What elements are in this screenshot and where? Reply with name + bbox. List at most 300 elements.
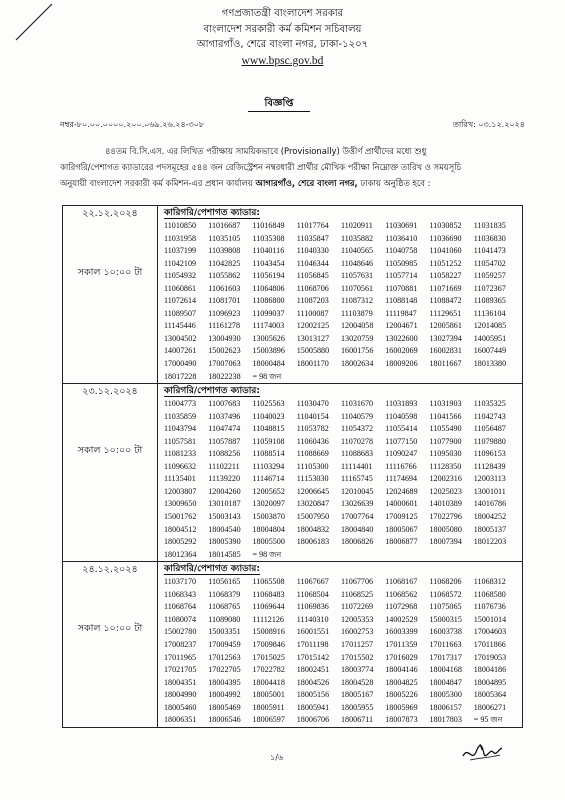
roll-number: 12004058 (341, 321, 374, 331)
roll-number-row (164, 639, 518, 652)
roll-number: 12010045 (341, 486, 374, 496)
roll-number: 17022796 (429, 512, 462, 522)
roll-number: 16002831 (429, 346, 462, 356)
roll-number: 11088669 (296, 449, 329, 459)
roll-number: 14000601 (385, 499, 418, 509)
roll-number: 11070881 (385, 283, 418, 293)
roll-number: 13020759 (341, 333, 374, 343)
roll-number: 18005911 (252, 702, 285, 712)
roll-number: 11088683 (341, 449, 374, 459)
roll-number-list (164, 397, 518, 561)
roll-number-row (164, 333, 518, 346)
roll-number: 11035859 (164, 411, 197, 421)
intro-line-1: ৪৪তম বি.সি.এস. এর লিখিত পরীক্ষায় সাময়িকভাবে (Provisionally) উত্তীর্ণ প্রার্থীদের মধ্যে শুধু (105, 146, 427, 156)
roll-number: 18022238 (208, 371, 241, 381)
roll-number-row (164, 308, 518, 321)
roll-number: 11056487 (473, 424, 506, 434)
roll-number: 13022600 (385, 333, 418, 343)
roll-number: 18004847 (429, 677, 462, 687)
interview-date: ২২.১২.২০২৪ (82, 208, 138, 219)
roll-number: 11067706 (341, 577, 374, 587)
roll-number-row (164, 258, 518, 271)
interview-time: সকাল ১০:০০ টা (77, 623, 143, 635)
roll-number: 11076736 (473, 602, 506, 612)
roll-number: 13020847 (296, 499, 330, 509)
roll-number: 11068504 (296, 589, 329, 599)
roll-number: 18005167 (341, 690, 374, 700)
roll-number-row (164, 677, 518, 690)
roll-number: 11140310 (296, 614, 329, 624)
roll-number: 17016029 (385, 652, 418, 662)
roll-number: 18006597 (252, 715, 285, 725)
roll-number-row (164, 714, 518, 727)
roll-number: 11081701 (208, 296, 241, 306)
roll-number: 13009650 (164, 499, 197, 509)
roll-number: 11100087 (296, 308, 329, 318)
roll-number: 17007764 (341, 512, 374, 522)
roll-number: 18005137 (473, 524, 507, 534)
roll-number: 11088472 (429, 296, 462, 306)
roll-number: 17007063 (208, 359, 241, 369)
roll-number-row (164, 270, 518, 283)
roll-number: 11087203 (296, 296, 329, 306)
roll-number-row (164, 233, 518, 246)
roll-number: 11020911 (341, 221, 373, 230)
roll-number: 18006183 (296, 537, 330, 547)
roll-number-row (164, 601, 518, 614)
roll-number: 18005300 (429, 690, 462, 700)
cadre-heading (164, 384, 518, 397)
roll-number: 11128439 (473, 461, 506, 471)
roll-number: 11057714 (385, 271, 418, 281)
roll-number: 11119847 (385, 308, 417, 318)
roll-number: 18017228 (164, 371, 197, 381)
roll-number: 18006711 (341, 715, 374, 725)
roll-number: 11048646 (341, 258, 374, 268)
roll-number: 17004603 (473, 627, 507, 637)
roll-number: 13013127 (296, 333, 330, 343)
roll-number: 11060436 (296, 436, 329, 446)
letterhead (0, 6, 565, 69)
roll-number: 18009206 (385, 359, 418, 369)
header-line-3: আগারগাঁও, শেরে বাংলা নগর, ঢাকা-১২০৭ (196, 39, 369, 50)
roll-number: 11096632 (164, 461, 197, 471)
roll-number: 18004252 (473, 512, 507, 522)
roll-number: 18005469 (208, 702, 241, 712)
roll-number: 18012203 (473, 537, 507, 547)
roll-number: 13001011 (473, 486, 506, 496)
roll-number: 11070278 (341, 436, 374, 446)
roll-number: 16007449 (473, 346, 507, 356)
roll-number: 15003351 (208, 627, 241, 637)
roll-number: 15005880 (296, 346, 330, 356)
roll-number: 18004528 (341, 677, 374, 687)
roll-number: 15000315 (429, 614, 462, 624)
roll-number: 11095030 (429, 449, 462, 459)
intro-line-3 (60, 175, 525, 191)
cadre-heading (164, 206, 518, 219)
roll-number-row (164, 524, 518, 537)
roll-number: 11040758 (385, 246, 418, 256)
roll-number: 18004992 (208, 690, 241, 700)
roll-number: 11135401 (164, 474, 196, 484)
roll-number: 18004168 (429, 665, 462, 675)
roll-number: 11061603 (208, 283, 241, 293)
roll-number: 13004930 (208, 333, 241, 343)
roll-number: 11036830 (473, 233, 506, 243)
intro-line-3b: ঢাকায় অনুষ্ঠিত হবে : (357, 178, 431, 188)
roll-number: 11031903 (429, 399, 462, 409)
roll-number: 12006645 (296, 486, 330, 496)
roll-number: 18005067 (385, 524, 418, 534)
roll-number: 16003738 (429, 627, 462, 637)
roll-number: 11161278 (208, 321, 241, 331)
roll-number: 11030852 (429, 221, 462, 230)
roll-number: 11054932 (164, 271, 197, 281)
roll-number: 13026639 (341, 499, 374, 509)
roll-number: 11116766 (385, 461, 417, 471)
roll-number: 11174003 (252, 321, 285, 331)
roll-number: 11072968 (385, 602, 418, 612)
intro-line-2: কারিগরি/পেশাগত ক্যাডারের পদসমূহের ৫৪৪ জন রেজিস্ট্রেশন নম্বরধারী প্রার্থীর মৌখিক পরীক্ষা নিম্নোক্ত তারিখ ও সময়সূচি (60, 162, 462, 172)
roll-number: 11146714 (252, 474, 285, 484)
roll-number: 11050985 (385, 258, 418, 268)
roll-number: 18004895 (473, 677, 507, 687)
roll-number: 12005861 (429, 321, 462, 331)
roll-number: 12002316 (429, 474, 462, 484)
roll-number: 14007261 (164, 346, 197, 356)
roll-number: 11068483 (252, 589, 285, 599)
roll-number: 18002451 (296, 665, 330, 675)
roll-number: 12002125 (296, 321, 330, 331)
header-line-1: গণপ্রজাতন্ত্রী বাংলাদেশ সরকার (221, 8, 344, 19)
roll-number: 11056845 (296, 271, 329, 281)
roll-number: 11088514 (252, 449, 285, 459)
roll-number-row (164, 473, 518, 486)
schedule-date-cell (63, 384, 158, 562)
roll-number: 17022705 (208, 665, 241, 675)
roll-number: 13020097 (252, 499, 285, 509)
roll-number: 15003143 (208, 512, 241, 522)
roll-number: 11068572 (429, 589, 462, 599)
cadre-heading-text: কারিগরি/পেশাগত ক্যাডার: (164, 208, 260, 218)
schedule-row (63, 562, 523, 728)
intro-venue: আগারগাঁও, শেরে বাংলা নগর, (255, 178, 358, 188)
roll-number: 18004418 (252, 677, 285, 687)
roll-number: 14005951 (473, 333, 507, 343)
cadre-heading (164, 562, 518, 575)
roll-number: 11039808 (208, 246, 241, 256)
roll-number: 12024689 (385, 486, 418, 496)
roll-number: 16002069 (385, 346, 418, 356)
roll-number: 18007394 (429, 537, 462, 547)
roll-number-row (164, 295, 518, 308)
roll-number-row (164, 626, 518, 639)
roll-number: 11047474 (208, 424, 241, 434)
roll-number: 11145446 (164, 321, 196, 331)
roll-number: 17011866 (473, 639, 506, 649)
roll-number: 18005500 (252, 537, 285, 547)
roll-number: 12025023 (429, 486, 462, 496)
roll-number: 18005226 (385, 690, 418, 700)
roll-number: 11048815 (252, 424, 285, 434)
roll-number: 18017803 (429, 715, 462, 725)
memo-number: নম্বর-৮০.০০.০০০০.২০০.০৬৯.২৬.২৪-৩০৮ (60, 120, 205, 129)
roll-number: 11031893 (385, 399, 418, 409)
roll-number-row (164, 411, 518, 424)
roll-number: 11004773 (164, 399, 197, 409)
roll-number: 11072269 (341, 602, 374, 612)
roll-number: 16002753 (341, 627, 374, 637)
roll-number: 11068379 (208, 589, 241, 599)
roll-number: 14016786 (473, 499, 507, 509)
roll-number: 11077150 (385, 436, 418, 446)
intro-paragraph (60, 143, 525, 191)
roll-number: 11068312 (473, 577, 506, 587)
roll-number: 11072614 (164, 296, 197, 306)
candidate-total: = 98 জন (252, 371, 282, 381)
roll-number: 12005353 (341, 614, 374, 624)
roll-number: 11089365 (473, 296, 506, 306)
roll-number: 16001756 (341, 346, 374, 356)
roll-number: 11099037 (252, 308, 285, 318)
roll-number: 17009846 (252, 639, 285, 649)
roll-number: 11031670 (341, 399, 374, 409)
roll-number: 17012563 (208, 652, 241, 662)
schedule-row (63, 384, 523, 562)
roll-number: 18005969 (385, 702, 418, 712)
schedule-date-cell (63, 206, 158, 384)
roll-number: 11035847 (296, 233, 329, 243)
roll-number: 11057631 (341, 271, 374, 281)
interview-date: ২৩.১২.২০২৪ (82, 386, 138, 398)
roll-number: 18005460 (164, 702, 197, 712)
roll-number: 11174694 (385, 474, 418, 484)
roll-number: 11102211 (208, 461, 240, 471)
roll-number: 11007683 (208, 399, 241, 409)
schedule-row (63, 206, 523, 384)
roll-number: 11041566 (429, 411, 462, 421)
roll-number: 11139220 (208, 474, 241, 484)
roll-number-list (164, 219, 518, 383)
roll-number: 11041060 (429, 246, 462, 256)
roll-number: 11040598 (385, 411, 418, 421)
roll-number: 17022782 (252, 665, 285, 675)
roll-number: 11040154 (296, 411, 329, 421)
roll-number-row (164, 486, 518, 499)
roll-number-row (164, 652, 518, 665)
roll-number: 18006546 (208, 715, 241, 725)
cadre-heading-text: কারিগরি/পেশাগত ক্যাডার: (164, 564, 260, 575)
roll-number: 11165745 (341, 474, 373, 484)
roll-number: 17015502 (341, 652, 374, 662)
roll-number: 18004395 (208, 677, 241, 687)
roll-number: 11081233 (164, 449, 197, 459)
roll-number: 11035325 (473, 399, 506, 409)
notice-date: তারিখ: ০৩.১২.২০২৪ (452, 120, 525, 129)
roll-number-row (164, 689, 518, 702)
roll-number: 11079880 (473, 436, 506, 446)
roll-number: 11086800 (252, 296, 285, 306)
roll-number: 15003870 (252, 512, 285, 522)
roll-number: 12014085 (473, 321, 507, 331)
roll-number: 11068706 (296, 283, 329, 293)
roll-number: 11037170 (164, 577, 197, 587)
roll-number: 11090247 (385, 449, 418, 459)
roll-number: 11075065 (429, 602, 462, 612)
roll-number: 11030691 (385, 221, 418, 230)
roll-number: 18006826 (341, 537, 374, 547)
roll-number: 11051252 (429, 258, 462, 268)
roll-number: 11058227 (429, 271, 462, 281)
roll-number: 18003774 (341, 665, 374, 675)
roll-number: 11043794 (164, 424, 197, 434)
roll-number: 11043454 (252, 258, 285, 268)
candidate-list-cell (158, 562, 523, 728)
roll-number: 11042743 (473, 411, 506, 421)
roll-number: 11069836 (296, 602, 329, 612)
roll-number: 18004540 (208, 524, 241, 534)
roll-number: 14010389 (429, 499, 462, 509)
roll-number: 18000484 (252, 359, 285, 369)
candidate-list-cell (158, 384, 523, 562)
roll-number: 18013380 (473, 359, 507, 369)
roll-number: 11056165 (208, 577, 241, 587)
roll-number: 18004840 (341, 524, 374, 534)
roll-number-row (164, 436, 518, 449)
roll-number: 15002623 (208, 346, 241, 356)
roll-number: 15003896 (252, 346, 285, 356)
roll-number: 11128350 (429, 461, 462, 471)
candidate-list-cell (158, 206, 523, 384)
roll-number: 11046344 (296, 258, 329, 268)
roll-number: 11055414 (385, 424, 418, 434)
roll-number: 11068525 (341, 589, 374, 599)
roll-number: 11016849 (252, 221, 285, 230)
schedule-date-cell (63, 562, 158, 728)
roll-number: 11077900 (429, 436, 462, 446)
roll-number: 11017764 (296, 221, 329, 230)
roll-number: 11030470 (296, 399, 329, 409)
roll-number: 11153030 (296, 474, 329, 484)
roll-number: 11059257 (473, 271, 506, 281)
roll-number: 11037496 (208, 411, 241, 421)
roll-number: 11059108 (252, 436, 285, 446)
roll-number-row (164, 511, 518, 524)
roll-number: 17009125 (385, 512, 418, 522)
roll-number: 11016687 (208, 221, 241, 230)
roll-number-row (164, 358, 518, 371)
roll-number: 18006877 (385, 537, 418, 547)
roll-number: 11136104 (473, 308, 506, 318)
page-number: ১/৬ (270, 753, 284, 762)
roll-number-row (164, 498, 518, 511)
roll-number: 11112126 (252, 614, 284, 624)
roll-number-row (164, 614, 518, 627)
interview-time: সকাল ১০:০০ টা (77, 267, 143, 278)
roll-number: 18014585 (208, 549, 241, 559)
roll-number: 17011257 (341, 639, 374, 649)
roll-number: 11065508 (252, 577, 285, 587)
roll-number: 11036410 (385, 233, 418, 243)
roll-number: 18005292 (164, 537, 197, 547)
roll-number: 18004832 (296, 524, 330, 534)
roll-number: 18005941 (296, 702, 330, 712)
roll-number: 11064806 (252, 283, 285, 293)
roll-number: 18004146 (385, 665, 418, 675)
roll-number: 18012364 (164, 549, 197, 559)
roll-number: 11056194 (252, 271, 285, 281)
roll-number: 17000490 (164, 359, 197, 369)
roll-number: 18002634 (341, 359, 374, 369)
roll-number: 17011965 (164, 652, 197, 662)
roll-number-row (164, 283, 518, 296)
roll-number: 18005955 (341, 702, 374, 712)
roll-number: 13004502 (164, 333, 197, 343)
roll-number: 11010850 (164, 221, 197, 230)
roll-number: 11040023 (252, 411, 285, 421)
roll-number-row (164, 398, 518, 411)
roll-number: 12003807 (164, 486, 197, 496)
roll-number: 11068206 (429, 577, 462, 587)
roll-number-row (164, 371, 518, 384)
roll-number: 11103879 (341, 308, 373, 318)
roll-number: 11060861 (164, 283, 197, 293)
roll-number: 18004186 (473, 665, 507, 675)
roll-number: 18005390 (208, 537, 241, 547)
roll-number-row (164, 536, 518, 549)
roll-number: 18004990 (164, 690, 197, 700)
header-line-2: বাংলাদেশ সরকারী কর্ম কমিশন সচিবালয় (203, 23, 362, 35)
roll-number: 11072367 (473, 283, 506, 293)
roll-number-row (164, 461, 518, 474)
roll-number: 11096153 (473, 449, 506, 459)
roll-number-row (164, 423, 518, 436)
roll-number: 18006351 (164, 715, 197, 725)
roll-number-row (164, 549, 518, 562)
roll-number: 11068765 (208, 602, 241, 612)
roll-number: 11035105 (208, 233, 241, 243)
website-link[interactable]: www.bpsc.gov.bd (241, 54, 324, 67)
roll-number: 17009459 (208, 639, 241, 649)
roll-number: 12005652 (252, 486, 285, 496)
roll-number: 11096923 (208, 308, 241, 318)
roll-number: 13010187 (208, 499, 241, 509)
roll-number: 11055862 (208, 271, 241, 281)
roll-number: 15008916 (252, 627, 285, 637)
roll-number-row (164, 664, 518, 677)
roll-number: 12004671 (385, 321, 418, 331)
roll-number: 11068580 (473, 589, 506, 599)
roll-number: 11042109 (164, 258, 197, 268)
roll-number-row (164, 576, 518, 589)
roll-number: 11035308 (252, 233, 285, 243)
roll-number: 11037199 (164, 246, 197, 256)
roll-number: 18005364 (473, 690, 507, 700)
roll-number: 17015142 (296, 652, 330, 662)
roll-number: 11069644 (252, 602, 285, 612)
roll-number-list (164, 575, 518, 727)
roll-number: 11031958 (164, 233, 197, 243)
roll-number: 18006706 (296, 715, 330, 725)
roll-number: 18004351 (164, 677, 197, 687)
roll-number-row (164, 702, 518, 715)
roll-number: 17021705 (164, 665, 197, 675)
roll-number: 18004825 (385, 677, 418, 687)
roll-number: 11040579 (341, 411, 374, 421)
roll-number: 11068562 (385, 589, 418, 599)
roll-number: 18011667 (429, 359, 462, 369)
